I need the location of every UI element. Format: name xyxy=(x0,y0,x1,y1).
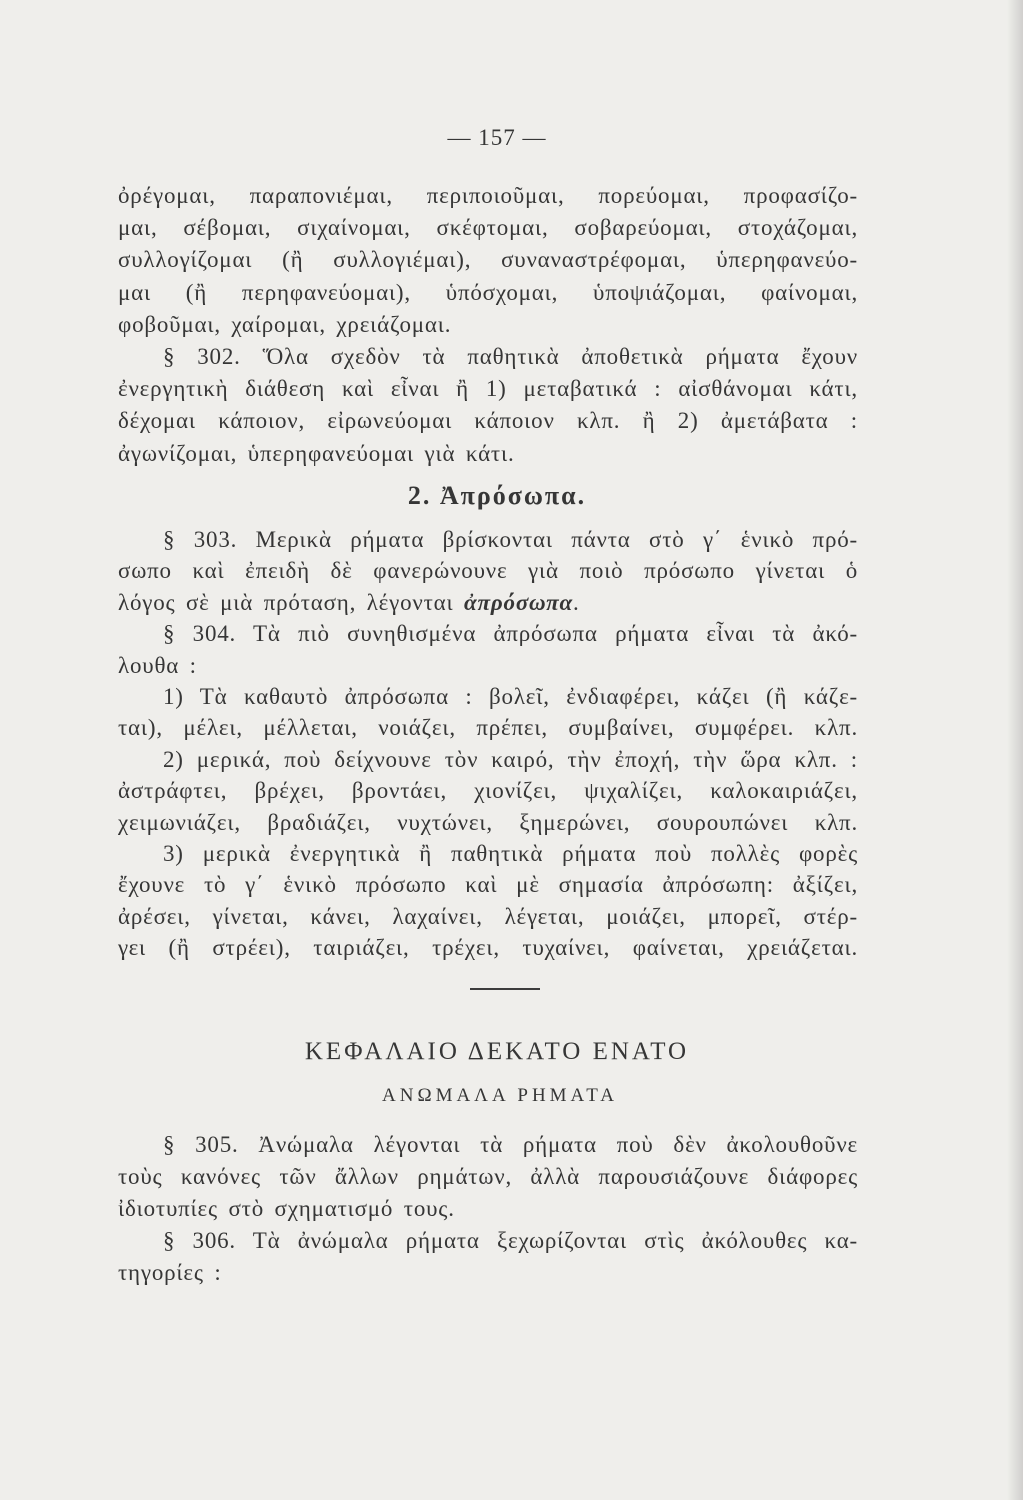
text-line: 2) μερικά, ποὺ δείχνουνε τὸν καιρό, τὴν ἐποχή, τὴν ὥρα κλπ. : xyxy=(163,746,858,772)
text-line: ται), μέλει, μέλλεται, νοιάζει, πρέπει, συμβαίνει, συμφέρει. κλπ. xyxy=(118,715,858,741)
text-line: § 303. Μερικὰ ρήματα βρίσκονται πάντα στὸ γ΄ ἑνικὸ πρό- xyxy=(163,527,858,552)
text-line: ἀγωνίζομαι, ὑπερηφανεύομαι γιὰ κάτι. xyxy=(118,440,515,466)
text-block-top xyxy=(118,180,858,470)
text-line: ἀστράφτει, βρέχει, βροντάει, χιονίζει, ψιχαλίζει, καλοκαιριάζει, xyxy=(118,778,858,804)
page-number: — 157 — xyxy=(447,125,547,150)
text-line: γει (ἢ στρέει), ταιριάζει, τρέχει, τυχαίνει, φαίνεται, χρειάζεται. xyxy=(118,935,858,961)
text-line: 3) μερικὰ ἐνεργητικὰ ἢ παθητικὰ ρήματα ποὺ πολλὲς φορὲς xyxy=(163,841,858,867)
text-line: λουθα : xyxy=(118,652,197,678)
text-line: μαι (ἢ περηφανεύομαι), ὑπόσχομαι, ὑποψιάζομαι, φαίνομαι, xyxy=(118,279,858,305)
section-heading-impersonal: 2. Ἀπρόσωπα. xyxy=(407,481,587,510)
paragraph-304 xyxy=(118,618,858,681)
text-line: δέχομαι κάποιον, εἰρωνεύομαι κάποιον κλπ. ἢ 2) ἀμετάβατα : xyxy=(118,408,858,434)
text-line: τηγορίες : xyxy=(118,1260,222,1285)
paragraph-305 xyxy=(118,1129,858,1225)
text-line xyxy=(118,587,858,618)
text-line: σωπο καὶ ἐπειδὴ δὲ φανερώνουνε γιὰ ποιὸ πρόσωπο γίνεται ὁ xyxy=(118,558,858,584)
text-line: χειμωνιάζει, βραδιάζει, νυχτώνει, ξημερώνει, σουρουπώνει κλπ. xyxy=(118,809,858,835)
text-line: φοβοῦμαι, χαίρομαι, χρειάζομαι. xyxy=(118,311,452,337)
text-line: τοὺς κανόνες τῶν ἄλλων ρημάτων, ἀλλὰ παρουσιάζουνε διάφορες xyxy=(118,1164,858,1189)
text-line: συλλογίζομαι (ἢ συλλογιέμαι), συναναστρέφομαι, ὑπερηφανεύο- xyxy=(118,247,858,273)
text-line: ἰδιοτυπίες στὸ σχηματισμό τους. xyxy=(118,1196,455,1221)
paragraph-302 xyxy=(118,341,858,470)
text-line: § 304. Τὰ πιὸ συνηθισμένα ἀπρόσωπα ρήματα εἶναι τὰ ἀκό- xyxy=(163,621,858,647)
text-segment: λόγος σὲ μιὰ πρόταση, λέγονται xyxy=(118,589,454,615)
list-item-2 xyxy=(118,744,858,838)
paragraph-verb-list-continuation xyxy=(118,180,858,341)
text-line: ἔχουνε τὸ γ΄ ἑνικὸ πρόσωπο καὶ μὲ σημασία ἀπρόσωπη: ἀξίζει, xyxy=(118,872,858,898)
text-line: § 305. Ἀνώμαλα λέγονται τὰ ρήματα ποὺ δὲν ἀκολουθοῦνε xyxy=(163,1132,858,1157)
section-divider xyxy=(470,988,540,990)
list-item-3 xyxy=(118,838,858,964)
page-edge-shadow xyxy=(1007,0,1023,1500)
emphasized-term: ἀπρόσωπα xyxy=(464,589,574,615)
text-line: 1) Τὰ καθαυτὸ ἀπρόσωπα : βολεῖ, ἐνδιαφέρει, κάζει (ἢ κάζε- xyxy=(163,684,858,710)
text-line: ὀρέγομαι, παραπονιέμαι, περιποιοῦμαι, πορεύομαι, προφασίζο- xyxy=(118,183,858,208)
chapter-subtitle: ΑΝΩΜΑΛΑ ΡΗΜΑΤΑ xyxy=(382,1085,618,1106)
text-segment: . xyxy=(573,589,580,615)
text-line: ἀρέσει, γίνεται, κάνει, λαχαίνει, λέγεται, μοιάζει, μπορεῖ, στέρ- xyxy=(118,903,858,929)
text-block-bottom xyxy=(118,1129,858,1289)
text-line: μαι, σέβομαι, σιχαίνομαι, σκέφτομαι, σοβαρεύομαι, στοχάζομαι, xyxy=(118,215,858,241)
text-line: ἐνεργητικὴ διάθεση καὶ εἶναι ἢ 1) μεταβατικά : αἰσθάνομαι κάτι, xyxy=(118,376,858,402)
chapter-title: ΚΕΦΑΛΑΙΟ ΔΕΚΑΤΟ ΕΝΑΤΟ xyxy=(304,1038,690,1065)
text-line: § 302. Ὅλα σχεδὸν τὰ παθητικὰ ἀποθετικὰ ρήματα ἔχουν xyxy=(163,344,858,370)
text-line: § 306. Τὰ ἀνώμαλα ρήματα ξεχωρίζονται στὶς ἀκόλουθες κα- xyxy=(163,1228,858,1253)
paragraph-303 xyxy=(118,524,858,618)
list-item-1 xyxy=(118,681,858,744)
text-block-middle xyxy=(118,524,858,964)
paragraph-306 xyxy=(118,1225,858,1289)
